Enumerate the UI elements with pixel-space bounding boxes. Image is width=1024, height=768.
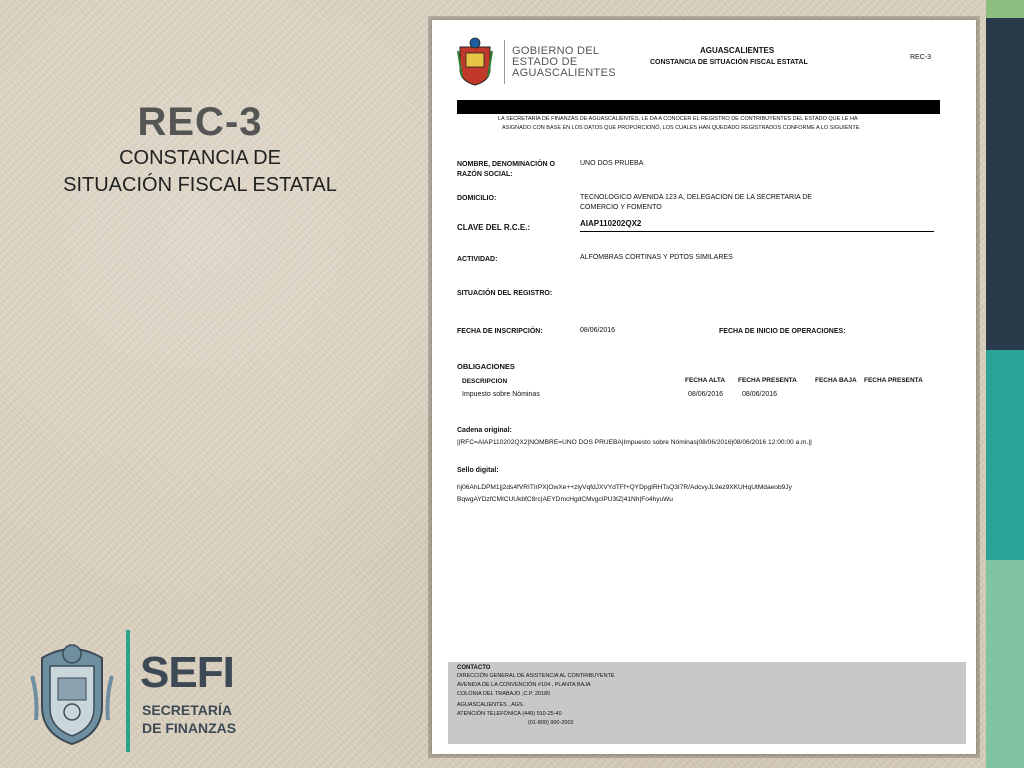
header-code: REC-3 [910, 54, 932, 61]
obligation-description: Impuesto sobre Nóminas [462, 391, 540, 398]
contact-line6: (01-800) 900-2002 [528, 720, 574, 726]
activity-value: ALFOMBRAS CORTINAS Y PDTOS SIMILARES [580, 254, 733, 261]
header-title: CONSTANCIA DE SITUACIÓN FISCAL ESTATAL [650, 59, 808, 66]
obligations-header-presenta: FECHA PRESENTA [738, 377, 797, 384]
accent-bar-teal [986, 350, 1024, 560]
rce-value: AIAP110202QX2 [580, 219, 642, 228]
slide-subtitle-line1: CONSTANCIA DE [119, 147, 281, 169]
inscription-value: 08/06/2016 [580, 327, 616, 334]
name-label-2: RAZÓN SOCIAL: [457, 171, 513, 178]
seal-label: Sello digital: [457, 467, 499, 474]
contact-line5: ATENCIÓN TELEFÓNICA (449) 910-25-40 [457, 711, 562, 717]
obligations-header-presenta-2: FECHA PRESENTA [864, 377, 923, 384]
obligations-header-alta: FECHA ALTA [685, 377, 726, 384]
obligation-presenta: 08/06/2016 [742, 391, 778, 398]
start-operations-label: FECHA DE INICIO DE OPERACIONES: [719, 328, 846, 335]
slide-subtitle-line2: SITUACIÓN FISCAL ESTATAL [63, 174, 337, 196]
sefi-wordmark: SEFI [140, 648, 234, 697]
gov-name-line2: ESTADO DE [512, 56, 578, 68]
sefi-subtitle-line2: DE FINANZAS [142, 720, 237, 736]
rce-label: CLAVE DEL R.C.E.: [457, 223, 531, 232]
accent-bars [986, 0, 1024, 768]
gov-name-line1: GOBIERNO DEL [512, 45, 600, 57]
seal-line2: BqwgAYDzfCMICUUkbfC8rc|AEYDmcHgdCMvgclPU3tZ|41Nh|Fo4hyuWu [457, 496, 673, 503]
activity-label: ACTIVIDAD: [457, 256, 498, 263]
accent-bar-green [986, 0, 1024, 18]
header-black-bar [457, 100, 940, 114]
contact-line3: COLONIA DEL TRABAJO ,C.P. 20180 [457, 691, 551, 697]
contact-line4: AGUASCALIENTES , AGS. [457, 702, 525, 708]
gov-divider [504, 40, 505, 84]
chain-label: Cadena original: [457, 427, 512, 434]
contact-line1: DIRECCIÓN GENERAL DE ASISTENCIA AL CONTRIBUYENTE [457, 673, 615, 679]
name-value: UNO DOS PRUEBA [580, 160, 644, 167]
sefi-subtitle-line1: SECRETARÍA [142, 702, 232, 718]
obligations-header-description: DESCRIPCION [462, 378, 508, 385]
status-label: SITUACIÓN DEL REGISTRO: [457, 290, 553, 297]
chain-value: ||RFC=AIAP110202QX2|NOMBRE=UNO DOS PRUEBA|Impuesto sobre Nóminas|08/06/2016|08/06/2016 12:00:00 a.m.|| [457, 439, 812, 446]
accent-bar-navy [986, 18, 1024, 350]
state-crest-icon [456, 37, 494, 87]
obligations-title: OBLIGACIONES [457, 362, 515, 371]
address-value-1: TECNOLOGICO AVENIDA 123 A, DELEGACION DE LA SECRETARIA DE [580, 194, 812, 201]
address-value-2: COMERCIO Y FOMENTO [580, 204, 662, 211]
name-label-1: NOMBRE, DENOMINACIÓN O [457, 161, 555, 168]
seal-line1: hj06AhLDPM1|j2ds4fVRITIrPX|OwXe++zlyVqfdJXVYdTFf+QYDpgIRHTsQ3I7R/AdcvyJL9ez9XKUHqUtMdaeob9Jy [457, 484, 792, 491]
coat-of-arms-icon [28, 636, 116, 748]
obligations-header-baja: FECHA BAJA [815, 377, 857, 384]
slide-code: REC-3 [137, 100, 263, 144]
accent-bar-mint [986, 560, 1024, 768]
rce-underline [580, 231, 934, 232]
intro-line1: LA SECRETARÍA DE FINANZAS DE AGUASCALIENTES, LE DA A CONOCER EL REGISTRO DE CONTRIBUYENTES DEL ESTADO QUE LE HA [498, 116, 858, 122]
fiscal-document [432, 20, 976, 754]
gov-name-line3: AGUASCALIENTES [512, 67, 616, 79]
header-state: AGUASCALIENTES [700, 46, 775, 55]
slide-title [0, 100, 400, 199]
intro-line2: ASIGNADO CON BASE EN LOS DATOS QUE PROPORCIONÓ, LOS CUALES HAN QUEDADO REGISTRADOS CONFORME A LO SIGUIENTE: [502, 125, 861, 131]
contact-title: CONTACTO [457, 665, 491, 671]
address-label: DOMICILIO: [457, 195, 497, 202]
sefi-divider [126, 630, 130, 752]
contact-line2: AVENIDA DE LA CONVENCIÓN #104 , PLANTA BAJA [457, 682, 591, 688]
sefi-logo [28, 630, 238, 755]
inscription-label: FECHA DE INSCRIPCIÓN: [457, 328, 543, 335]
contact-box [448, 662, 966, 744]
obligation-alta: 08/06/2016 [688, 391, 724, 398]
